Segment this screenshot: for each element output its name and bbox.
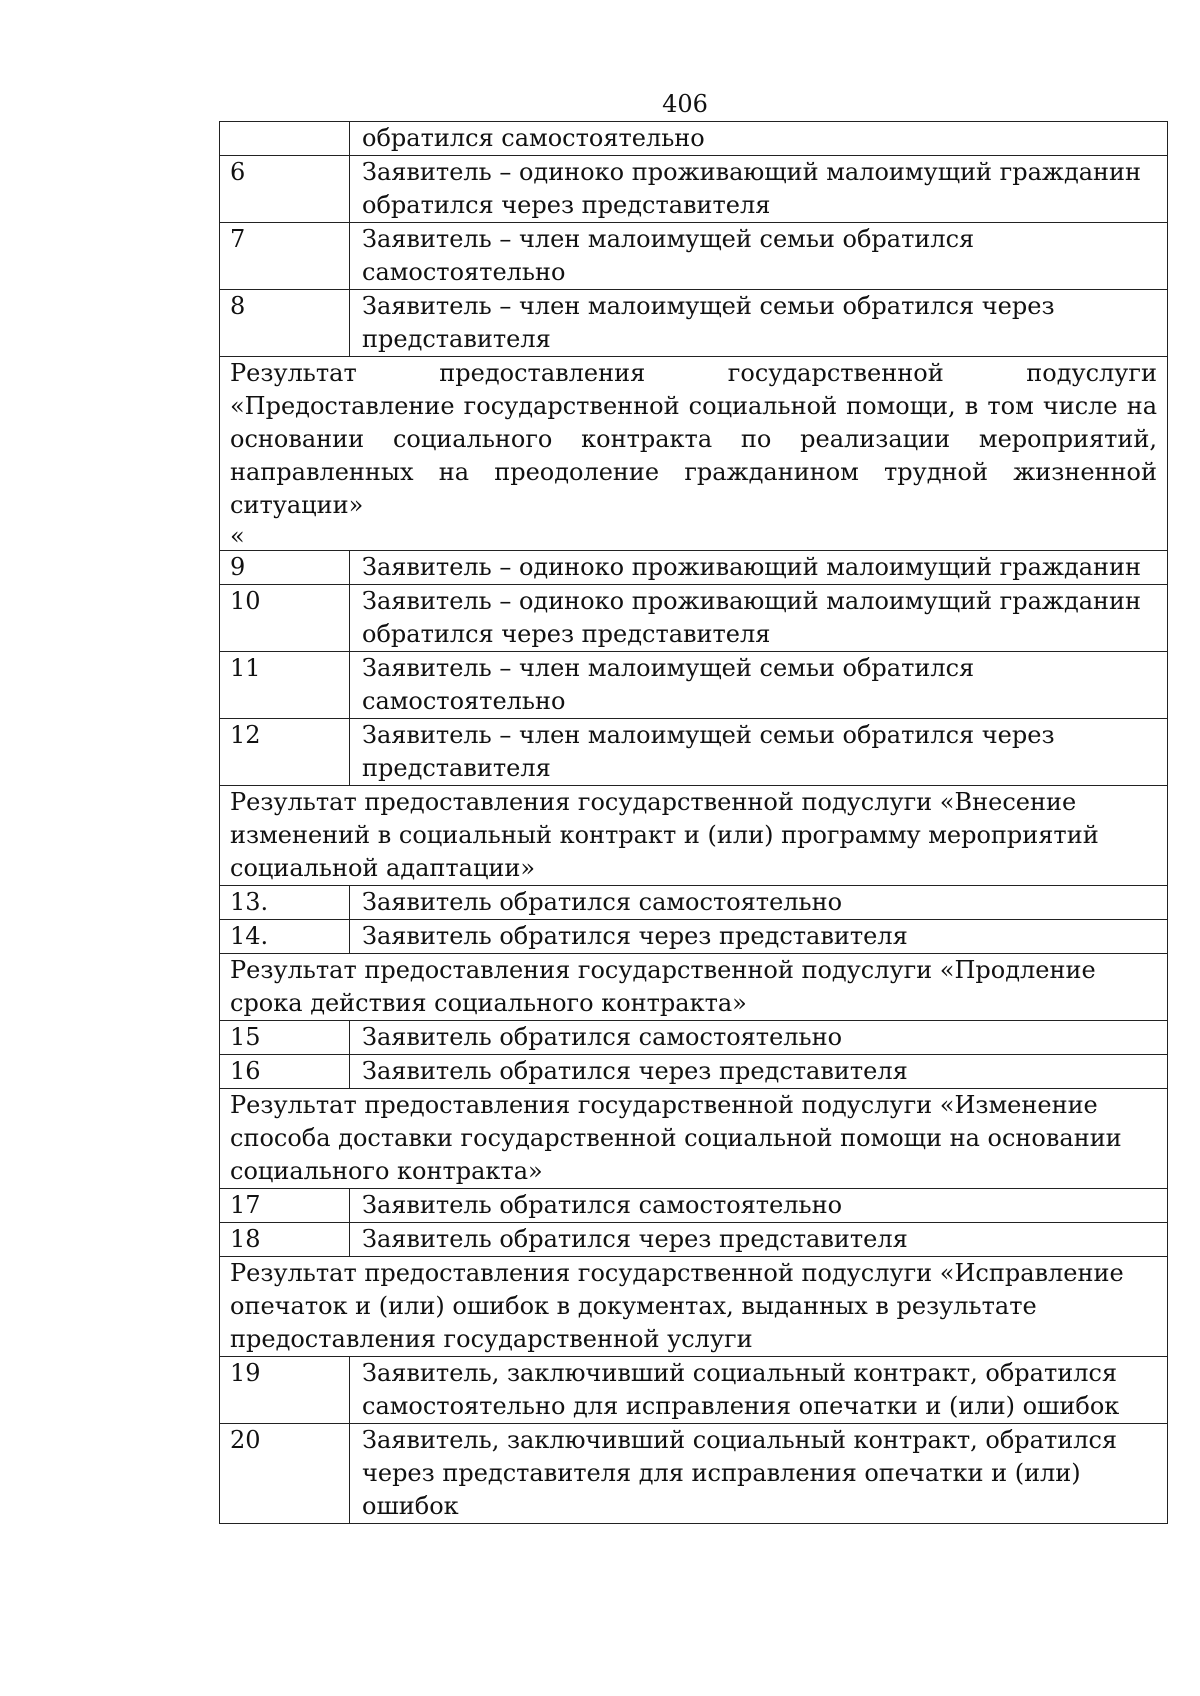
row-text: Заявитель обратился через представителя — [350, 920, 1168, 954]
section-header-row — [220, 1257, 1168, 1357]
row-text: Заявитель – член малоимущей семьи обратился самостоятельно — [350, 652, 1168, 719]
row-number: 19 — [220, 1357, 350, 1424]
section-header-row — [220, 786, 1168, 886]
row-text: Заявитель, заключивший социальный контракт, обратился самостоятельно для исправления опечатки и (или) ошибок — [350, 1357, 1168, 1424]
row-text: Заявитель – одиноко проживающий малоимущий гражданин обратился через представителя — [350, 156, 1168, 223]
section-header-row — [220, 357, 1168, 551]
row-number: 7 — [220, 223, 350, 290]
table-row — [220, 719, 1168, 786]
section-header-row — [220, 1089, 1168, 1189]
row-number: 10 — [220, 585, 350, 652]
row-text: Заявитель – член малоимущей семьи обратился через представителя — [350, 719, 1168, 786]
applicant-variants-table — [219, 121, 1168, 1524]
row-text: Заявитель, заключивший социальный контракт, обратился через представителя для исправления опечатки и (или) ошибок — [350, 1424, 1168, 1524]
row-text: Заявитель обратился через представителя — [350, 1055, 1168, 1089]
table-row — [220, 156, 1168, 223]
row-number: 17 — [220, 1189, 350, 1223]
table-row — [220, 1055, 1168, 1089]
section-header: Результат предоставления государственной подуслуги «Продление срока действия социального контракта» — [220, 954, 1168, 1021]
table-row — [220, 652, 1168, 719]
section-header: Результат предоставления государственной подуслуги «Изменение способа доставки государственной социальной помощи на основании социального контракта» — [220, 1089, 1168, 1189]
table-row — [220, 886, 1168, 920]
section-header: Результат предоставления государственной подуслуги «Внесение изменений в социальный контракт и (или) программу мероприятий социальной адаптации» — [220, 786, 1168, 886]
row-number: 14. — [220, 920, 350, 954]
row-number — [220, 122, 350, 156]
row-text: Заявитель – одиноко проживающий малоимущий гражданин — [350, 551, 1168, 585]
row-number: 11 — [220, 652, 350, 719]
row-number: 16 — [220, 1055, 350, 1089]
document-table — [219, 121, 1168, 1524]
section-header: Результат предоставления государственной подуслуги «Исправление опечаток и (или) ошибок в документах, выданных в результате предоставления государственной услуги — [220, 1257, 1168, 1357]
section-header — [220, 357, 1168, 551]
table-row — [220, 1424, 1168, 1524]
row-number: 20 — [220, 1424, 350, 1524]
row-text: Заявитель – одиноко проживающий малоимущий гражданин обратился через представителя — [350, 585, 1168, 652]
row-number: 12 — [220, 719, 350, 786]
row-number: 13. — [220, 886, 350, 920]
row-text: Заявитель обратился самостоятельно — [350, 886, 1168, 920]
row-text: Заявитель обратился через представителя — [350, 1223, 1168, 1257]
row-number: 18 — [220, 1223, 350, 1257]
row-number: 8 — [220, 290, 350, 357]
page-number: 406 — [662, 90, 708, 118]
row-text: Заявитель – член малоимущей семьи обратился самостоятельно — [350, 223, 1168, 290]
table-row — [220, 920, 1168, 954]
row-text: Заявитель обратился самостоятельно — [350, 1021, 1168, 1055]
table-row — [220, 585, 1168, 652]
table-row — [220, 1223, 1168, 1257]
section-header-row — [220, 954, 1168, 1021]
section-header-text: Результат предоставления государственной подуслуги «Предоставление государственной социальной помощи, в том числе на основании социального контракта по реализации мероприятий, направленных на преодоление гражданином трудной жизненной ситуации» — [230, 359, 1157, 519]
table-row — [220, 1189, 1168, 1223]
table-row — [220, 1357, 1168, 1424]
table-row — [220, 551, 1168, 585]
table-row — [220, 122, 1168, 156]
table-row — [220, 290, 1168, 357]
row-text: Заявитель обратился самостоятельно — [350, 1189, 1168, 1223]
row-text: Заявитель – член малоимущей семьи обратился через представителя — [350, 290, 1168, 357]
row-number: 6 — [220, 156, 350, 223]
row-number: 15 — [220, 1021, 350, 1055]
row-number: 9 — [220, 551, 350, 585]
table-row — [220, 223, 1168, 290]
section-header-extra: « — [230, 522, 245, 550]
row-text: обратился самостоятельно — [350, 122, 1168, 156]
table-row — [220, 1021, 1168, 1055]
